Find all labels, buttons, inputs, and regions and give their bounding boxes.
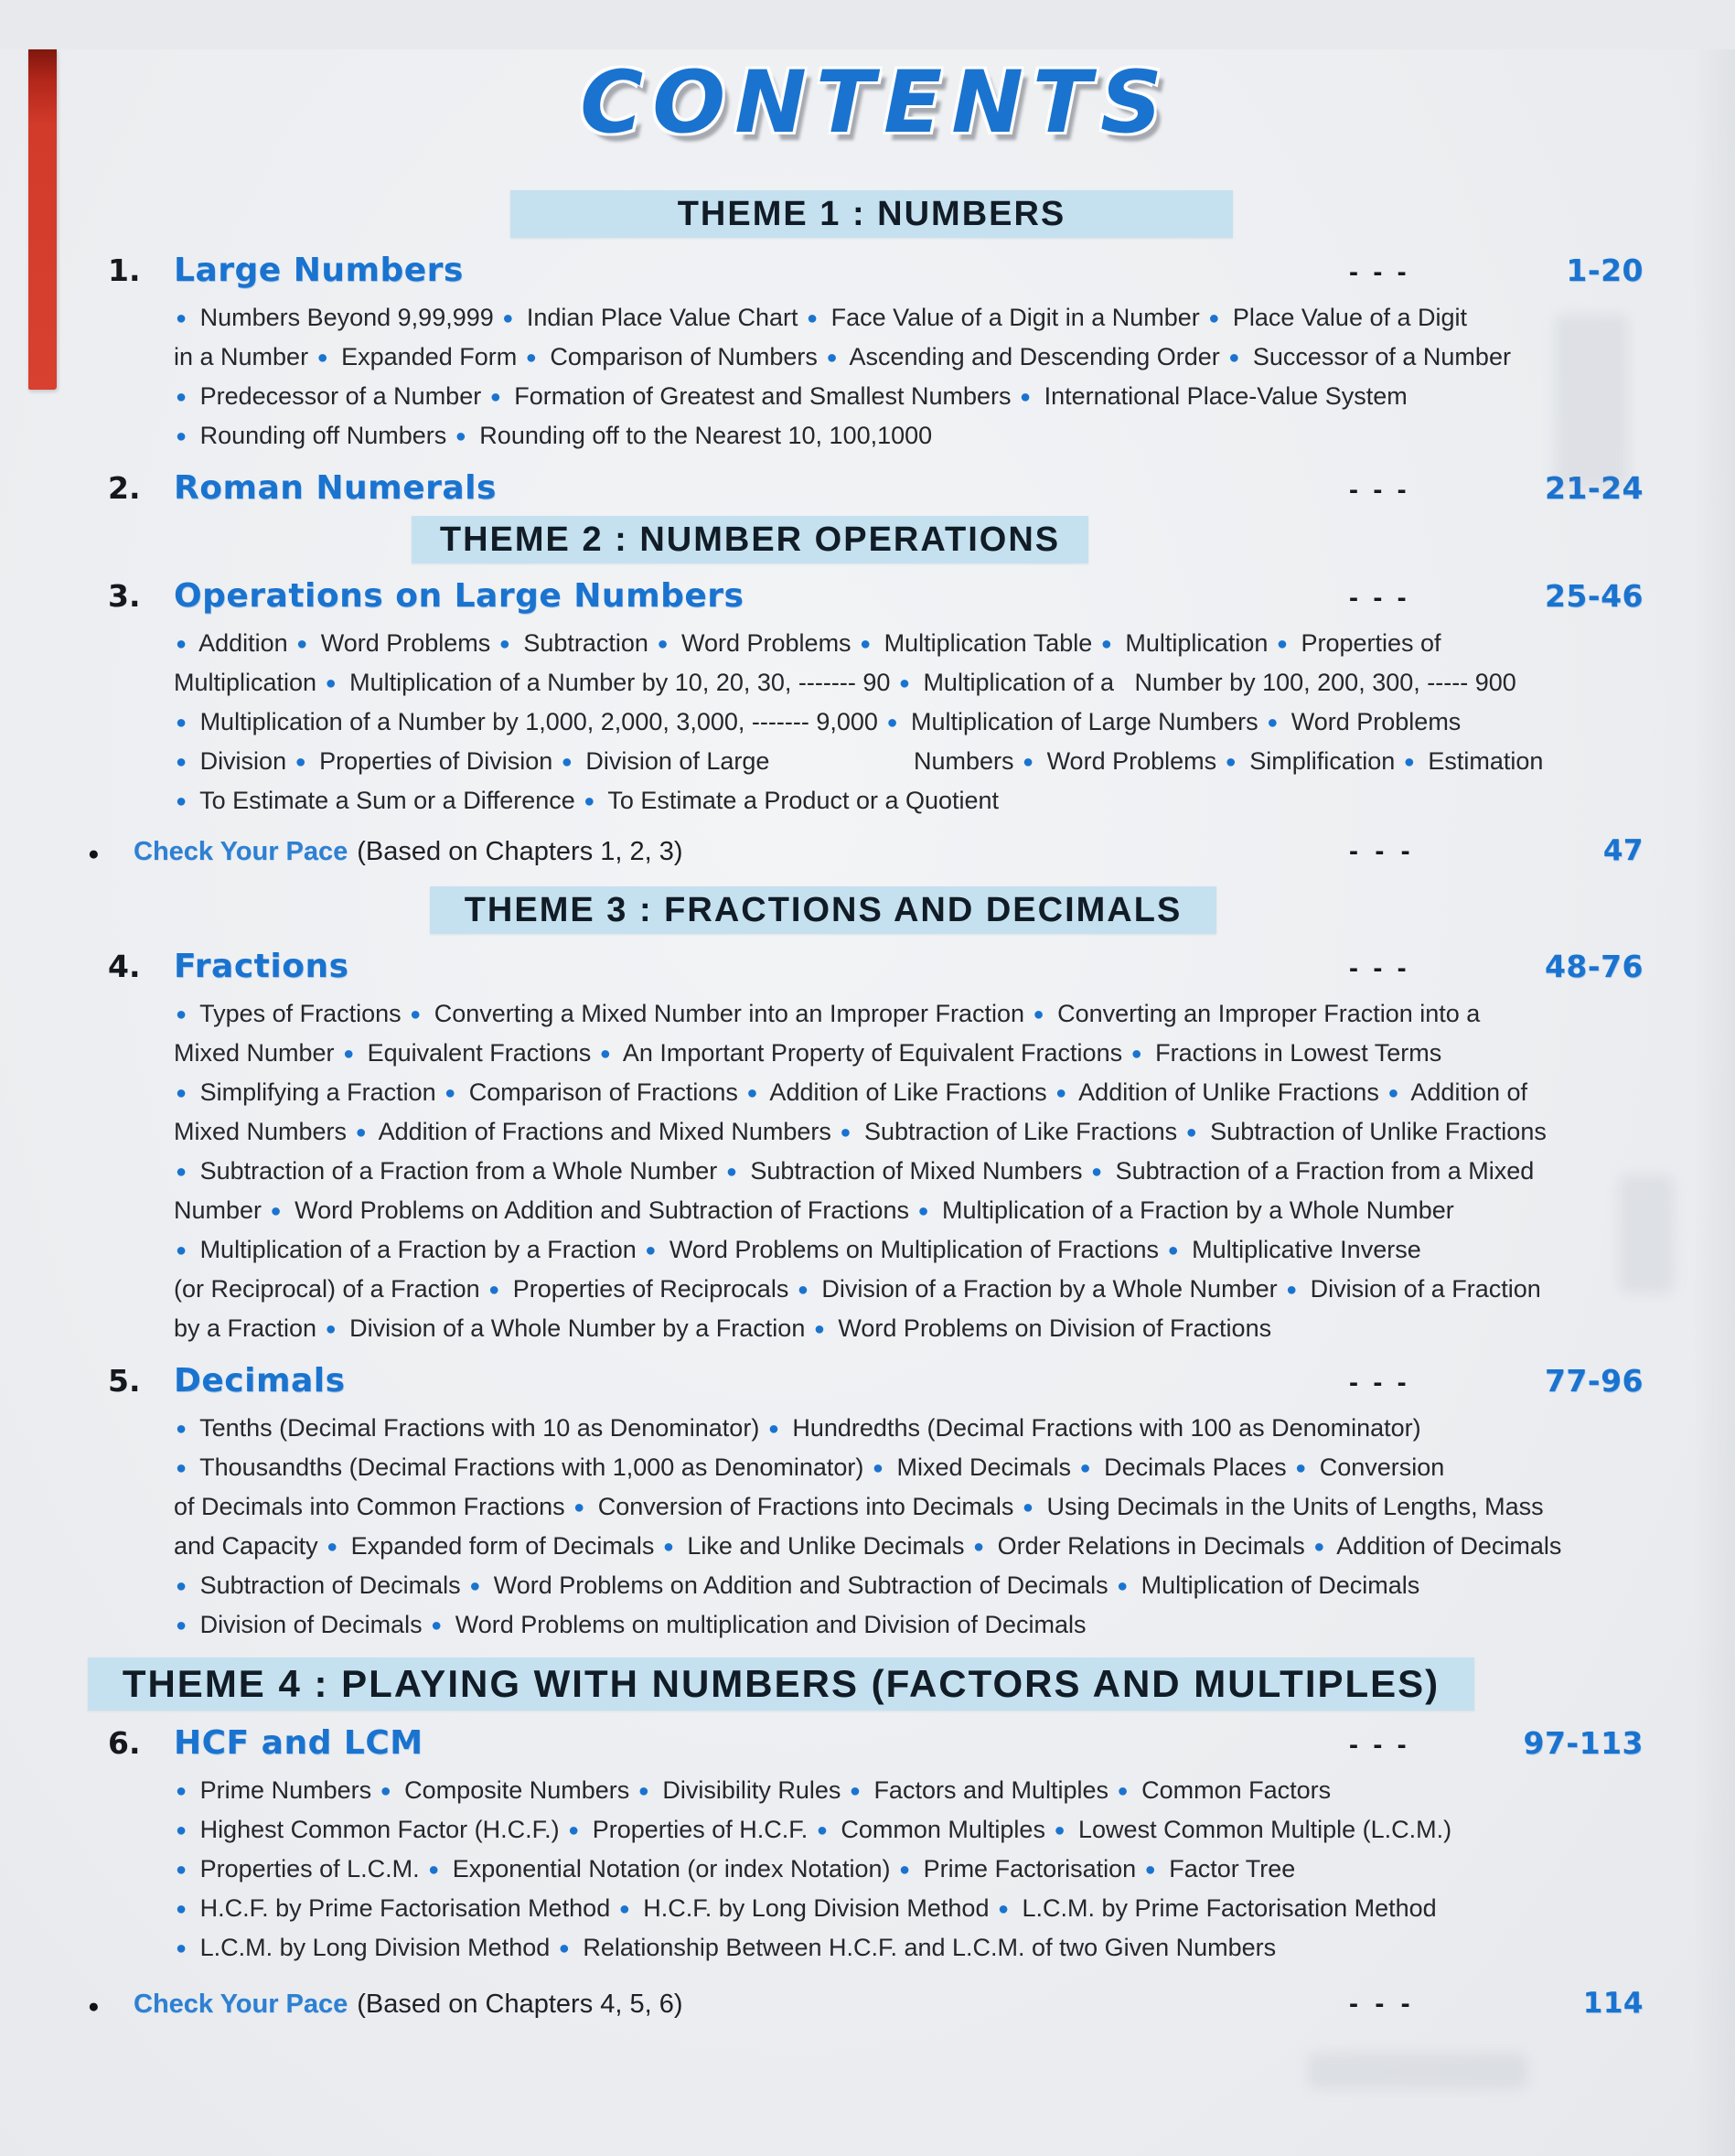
bullet-icon: ●	[525, 348, 537, 368]
bullet-icon: ●	[1054, 1820, 1066, 1840]
bullet-icon: ●	[176, 752, 187, 772]
scan-artifact	[1308, 2053, 1527, 2089]
bullet-icon: ●	[325, 1319, 337, 1339]
bullet-icon: ●	[176, 1004, 187, 1024]
topic-line: in a Number ● Expanded Form ● Comparison of Numbers ● Ascending and Descending Order ● Successor of a Number	[174, 343, 1511, 370]
bullet-icon: ●	[1295, 1458, 1307, 1478]
page-range: 21-24	[1544, 470, 1644, 506]
page-number: 47	[1602, 834, 1644, 867]
bullet-icon: ●	[599, 1044, 611, 1064]
check-your-pace-detail: (Based on Chapters 1, 2, 3)	[357, 837, 683, 866]
topic-line: ● L.C.M. by Long Division Method ● Relationship Between H.C.F. and L.C.M. of two Given Numbers	[176, 1934, 1277, 1961]
topic-line: ● Addition ● Word Problems ● Subtraction ● Word Problems ● Multiplication Table ● Multiplication ● Properties of	[176, 629, 1441, 657]
contents-body	[88, 190, 1644, 2028]
page-title: CONTENTS	[580, 53, 1172, 153]
bullet-icon: ●	[176, 1162, 187, 1182]
bullet-icon: ●	[380, 1781, 391, 1801]
dash-separator: - - -	[1349, 1989, 1415, 2019]
topic-line: ● Highest Common Factor (H.C.F.) ● Properties of H.C.F. ● Common Multiples ● Lowest Common Multiple (L.C.M.)	[176, 1816, 1452, 1843]
bullet-icon: ●	[886, 713, 898, 733]
bullet-icon: ●	[502, 308, 514, 328]
topic-line: Mixed Numbers ● Addition of Fractions and Mixed Numbers ● Subtraction of Like Fractions ● Subtraction of Unlike Fractions	[174, 1118, 1547, 1145]
bullet-icon: ●	[176, 426, 187, 446]
scan-artifact	[1555, 315, 1628, 488]
page-range: 97-113	[1523, 1725, 1644, 1761]
bullet-icon: ●	[1144, 1860, 1156, 1880]
topic-line: ● H.C.F. by Prime Factorisation Method ● H.C.F. by Long Division Method ● L.C.M. by Prime Factorisation Method	[176, 1894, 1437, 1922]
bullet-icon: ●	[1208, 308, 1220, 328]
bullet-icon: ●	[746, 1083, 758, 1103]
bullet-icon: ●	[1117, 1576, 1129, 1596]
chapter-row	[108, 1720, 1644, 1769]
bullet-icon: ●	[325, 673, 337, 693]
bullet-icon: ●	[1020, 387, 1032, 407]
chapter-title: Operations on Large Numbers	[174, 577, 744, 615]
bullet-icon: ●	[176, 713, 187, 733]
theme-bar	[430, 886, 1216, 934]
bullet-icon: ●	[1313, 1537, 1325, 1557]
topic-line: of Decimals into Common Fractions ● Conversion of Fractions into Decimals ● Using Decimals in the Units of Lengths, Mass	[174, 1493, 1544, 1520]
chapter-title: Large Numbers	[174, 252, 464, 289]
bullet-icon: ●	[1130, 1044, 1142, 1064]
chapter-topics	[174, 624, 1644, 821]
bullet-icon: ●	[176, 1860, 187, 1880]
bullet-icon: ●	[637, 1781, 649, 1801]
chapter-title: Fractions	[174, 948, 349, 985]
page-range: 77-96	[1544, 1363, 1644, 1399]
bullet-icon: ●	[1079, 1458, 1091, 1478]
topic-line: ● To Estimate a Sum or a Difference ● To Estimate a Product or a Quotient	[176, 787, 1000, 814]
topic-line: ● Numbers Beyond 9,99,999 ● Indian Place Value Chart ● Face Value of a Digit in a Number ● Place Value of a Digit	[176, 304, 1468, 331]
check-your-pace-label: Check Your Pace	[134, 1990, 348, 2019]
bullet-icon: ●	[826, 348, 838, 368]
topic-line: Number ● Word Problems on Addition and Subtraction of Fractions ● Multiplication of a Fraction by a Whole Number	[174, 1196, 1454, 1224]
chapter-topics	[174, 994, 1644, 1348]
bullet-icon: ●	[573, 1497, 585, 1518]
bullet-icon: ●	[662, 1537, 674, 1557]
bullet-icon: ●	[558, 1938, 570, 1958]
chapter-row	[108, 1357, 1644, 1407]
chapter-row	[108, 573, 1644, 622]
chapter-number: 5.	[108, 1363, 141, 1399]
bullet-icon: ●	[176, 308, 187, 328]
bullet-icon: ●	[1091, 1162, 1103, 1182]
bullet-icon: ●	[1167, 1240, 1179, 1260]
chapter-number: 3.	[108, 578, 141, 614]
topic-line: ● Simplifying a Fraction ● Comparison of Fractions ● Addition of Like Fractions ● Addition of Unlike Fractions ● Addition of	[176, 1078, 1527, 1106]
check-your-pace-detail: (Based on Chapters 4, 5, 6)	[357, 1990, 683, 2019]
check-your-pace-row	[88, 830, 1644, 875]
list-bullet-icon: ●	[88, 843, 100, 864]
bullet-icon: ●	[176, 1458, 187, 1478]
bullet-icon: ●	[816, 1820, 828, 1840]
dash-separator: - - -	[1349, 475, 1410, 505]
bullet-icon: ●	[327, 1537, 338, 1557]
bullet-icon: ●	[899, 1860, 911, 1880]
topic-line: ● Division of Decimals ● Word Problems on multiplication and Division of Decimals	[176, 1611, 1087, 1638]
topic-line: ● Tenths (Decimal Fractions with 10 as Denominator) ● Hundredths (Decimal Fractions with 100 as Denominator)	[176, 1414, 1421, 1442]
bullet-icon: ●	[561, 752, 573, 772]
bullet-icon: ●	[917, 1201, 929, 1221]
chapter-topics	[174, 1409, 1644, 1645]
page-range: 1-20	[1566, 252, 1644, 288]
bullet-icon: ●	[176, 1615, 187, 1636]
theme-title: THEME 3 : FRACTIONS AND DECIMALS	[464, 891, 1183, 929]
check-your-pace-row	[88, 1982, 1644, 2028]
topic-line: ● Thousandths (Decimal Fractions with 1,000 as Denominator) ● Mixed Decimals ● Decimals Places ● Conversion	[176, 1453, 1445, 1481]
bullet-icon: ●	[872, 1458, 884, 1478]
bullet-icon: ●	[176, 634, 187, 654]
bullet-icon: ●	[1403, 752, 1415, 772]
topic-line: by a Fraction ● Division of a Whole Number by a Fraction ● Word Problems on Division of Fractions	[174, 1314, 1272, 1342]
theme-title: THEME 2 : NUMBER OPERATIONS	[439, 520, 1061, 559]
topic-line: ● Rounding off Numbers ● Rounding off to the Nearest 10, 100,1000	[176, 422, 933, 449]
chapter-row	[108, 465, 1644, 514]
dash-separator: - - -	[1349, 583, 1410, 613]
chapter-number: 4.	[108, 949, 141, 984]
chapter-number: 6.	[108, 1725, 141, 1761]
bullet-icon: ●	[849, 1781, 861, 1801]
chapter-title: Roman Numerals	[174, 469, 497, 507]
bullet-icon: ●	[176, 1820, 187, 1840]
bullet-icon: ●	[489, 387, 501, 407]
bullet-icon: ●	[176, 387, 187, 407]
dash-separator: - - -	[1349, 953, 1410, 983]
bullet-icon: ●	[1228, 348, 1240, 368]
chapter-title: Decimals	[174, 1362, 346, 1400]
bullet-icon: ●	[645, 1240, 657, 1260]
topic-line: ● Multiplication of a Fraction by a Fraction ● Word Problems on Multiplication of Fractions ● Multiplicative Inverse	[176, 1236, 1421, 1263]
theme-title: THEME 4 : PLAYING WITH NUMBERS (FACTORS AND MULTIPLES)	[122, 1662, 1440, 1705]
bullet-icon: ●	[1100, 634, 1112, 654]
bullet-icon: ●	[176, 1938, 187, 1958]
chapter-title: HCF and LCM	[174, 1724, 423, 1762]
bullet-icon: ●	[840, 1122, 851, 1142]
bullet-icon: ●	[584, 791, 595, 811]
bullet-icon: ●	[410, 1004, 422, 1024]
bullet-icon: ●	[176, 1240, 187, 1260]
bullet-icon: ●	[1276, 634, 1288, 654]
page-range: 25-46	[1544, 578, 1644, 614]
topic-line: ● Subtraction of a Fraction from a Whole Number ● Subtraction of Mixed Numbers ● Subtraction of a Fraction from a Mixed	[176, 1157, 1535, 1185]
bullet-icon: ●	[469, 1576, 481, 1596]
bullet-icon: ●	[296, 634, 308, 654]
topic-line: and Capacity ● Expanded form of Decimals ● Like and Unlike Decimals ● Order Relations in Decimals ● Addition of Decimals	[174, 1532, 1562, 1560]
check-your-pace-label: Check Your Pace	[134, 837, 348, 866]
bullet-icon: ●	[898, 673, 910, 693]
bullet-icon: ●	[860, 634, 872, 654]
bullet-icon: ●	[997, 1899, 1010, 1919]
page-range: 48-76	[1544, 949, 1644, 984]
bullet-icon: ●	[618, 1899, 630, 1919]
theme-bar	[88, 1657, 1474, 1711]
topic-line: ● Division ● Properties of Division ● Division of Large Numbers ● Word Problems ● Simplification ● Estimation	[176, 747, 1544, 775]
theme-bar	[510, 190, 1233, 238]
bullet-icon: ●	[657, 634, 669, 654]
bullet-icon: ●	[1033, 1004, 1044, 1024]
topic-line: (or Reciprocal) of a Fraction ● Properties of Reciprocals ● Division of a Fraction by a Whole Number ● Division of a Fraction	[174, 1275, 1541, 1303]
bullet-icon: ●	[1022, 1497, 1034, 1518]
bullet-icon: ●	[355, 1122, 367, 1142]
bullet-icon: ●	[176, 1419, 187, 1439]
bullet-icon: ●	[725, 1162, 737, 1182]
bullet-icon: ●	[813, 1319, 825, 1339]
bullet-icon: ●	[1225, 752, 1237, 772]
bullet-icon: ●	[767, 1419, 779, 1439]
bullet-icon: ●	[568, 1820, 580, 1840]
bullet-icon: ●	[1023, 752, 1034, 772]
chapter-row	[108, 247, 1644, 296]
scan-artifact	[1619, 1175, 1674, 1293]
bullet-icon: ●	[176, 791, 187, 811]
bullet-icon: ●	[1117, 1781, 1129, 1801]
topic-line: Mixed Number ● Equivalent Fractions ● An Important Property of Equivalent Fractions ● Fractions in Lowest Terms	[174, 1039, 1442, 1067]
bullet-icon: ●	[343, 1044, 355, 1064]
bullet-icon: ●	[797, 1280, 809, 1300]
bullet-icon: ●	[176, 1899, 187, 1919]
scanned-contents-page	[0, 49, 1735, 2156]
bullet-icon: ●	[428, 1860, 440, 1880]
bullet-icon: ●	[176, 1083, 187, 1103]
bullet-icon: ●	[270, 1201, 282, 1221]
bullet-icon: ●	[1055, 1083, 1067, 1103]
bullet-icon: ●	[807, 308, 819, 328]
dash-separator: - - -	[1349, 1730, 1410, 1760]
bullet-icon: ●	[1286, 1280, 1298, 1300]
bullet-icon: ●	[1267, 713, 1279, 733]
dash-separator: - - -	[1349, 836, 1415, 866]
dash-separator: - - -	[1349, 257, 1410, 287]
bullet-icon: ●	[488, 1280, 500, 1300]
topic-line: ● Prime Numbers ● Composite Numbers ● Divisibility Rules ● Factors and Multiples ● Common Factors	[176, 1776, 1332, 1804]
bullet-icon: ●	[1185, 1122, 1197, 1142]
chapter-number: 1.	[108, 252, 141, 288]
bullet-icon: ●	[176, 1781, 187, 1801]
chapter-number: 2.	[108, 470, 141, 506]
bullet-icon: ●	[973, 1537, 985, 1557]
topic-line: ● Predecessor of a Number ● Formation of Greatest and Smallest Numbers ● International Place-Value System	[176, 382, 1408, 410]
chapter-topics	[174, 298, 1644, 456]
list-bullet-icon: ●	[88, 1996, 100, 2017]
chapter-topics	[174, 1771, 1644, 1968]
topic-line: ● Subtraction of Decimals ● Word Problems on Addition and Subtraction of Decimals ● Multiplication of Decimals	[176, 1571, 1420, 1599]
dash-separator: - - -	[1349, 1368, 1410, 1398]
bullet-icon: ●	[455, 426, 466, 446]
topic-line: ● Multiplication of a Number by 1,000, 2,000, 3,000, ------- 9,000 ● Multiplication of Large Numbers ● Word Problems	[176, 708, 1462, 735]
bullet-icon: ●	[431, 1615, 443, 1636]
chapter-row	[108, 943, 1644, 992]
theme-title: THEME 1 : NUMBERS	[677, 195, 1066, 233]
bullet-icon: ●	[498, 634, 510, 654]
red-ribbon-mark	[28, 49, 57, 390]
topic-line: Multiplication ● Multiplication of a Number by 10, 20, 30, ------- 90 ● Multiplication of a Number by 100, 200, 300, ----- 900	[174, 669, 1516, 696]
topic-line: ● Properties of L.C.M. ● Exponential Notation (or index Notation) ● Prime Factorisation ● Factor Tree	[176, 1855, 1296, 1882]
bullet-icon: ●	[295, 752, 306, 772]
bullet-icon: ●	[1387, 1083, 1399, 1103]
topic-line: ● Types of Fractions ● Converting a Mixed Number into an Improper Fraction ● Converting an Improper Fraction into a	[176, 1000, 1481, 1027]
bullet-icon: ●	[444, 1083, 456, 1103]
theme-bar	[412, 516, 1088, 563]
bullet-icon: ●	[316, 348, 328, 368]
bullet-icon: ●	[176, 1576, 187, 1596]
page-number: 114	[1582, 1987, 1644, 2020]
